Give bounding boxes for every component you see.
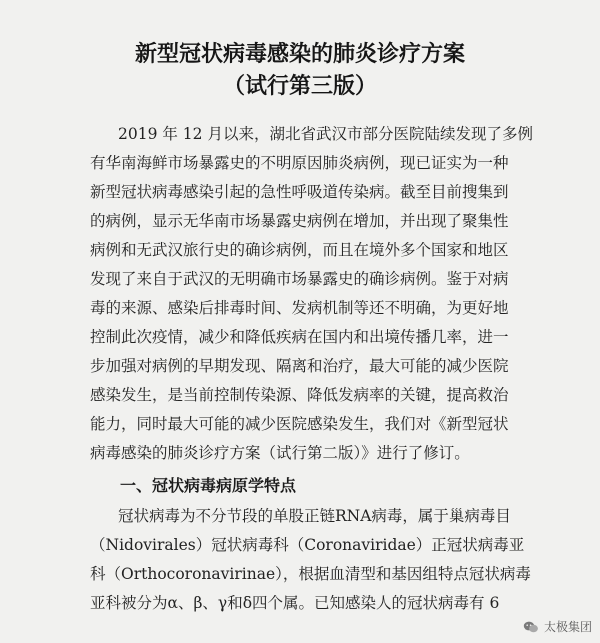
watermark-text: 太极集团 (543, 620, 592, 634)
section-heading: 一、冠状病毒病原学特点 (120, 476, 297, 495)
document-subtitle: （试行第三版） (222, 74, 377, 99)
text-line: （Nidovirales）冠状病毒科（Coronaviridae）正冠状病毒亚 (90, 536, 525, 554)
text-line: 能力，同时最大可能的减少医院感染发生，我们对《新型冠状 (90, 415, 509, 433)
text-line: 步加强对病例的早期发现、隔离和治疗，最大可能的减少医院 (90, 357, 509, 375)
text-line: 亚科被分为α、β、γ和δ四个属。已知感染人的冠状病毒有 6 (90, 594, 500, 612)
text-line: 有华南海鲜市场暴露史的不明原因肺炎病例，现已证实为一种 (90, 154, 509, 172)
text-line: 感染发生，是当前控制传染源、降低发病率的关键，提高救治 (90, 386, 509, 404)
text-line: 发现了来自于武汉的无明确市场暴露史的确诊病例。鉴于对病 (90, 270, 509, 288)
text-line: 控制此次疫情，减少和降低疾病在国内和出境传播几率，进一 (90, 328, 509, 346)
text-line: 的病例，显示无华南市场暴露史病例在增加，并出现了聚集性 (90, 212, 509, 230)
document-title: 新型冠状病毒感染的肺炎诊疗方案 (134, 42, 465, 67)
text-line: 病例和无武汉旅行史的确诊病例，而且在境外多个国家和地区 (90, 241, 509, 259)
text-line: 冠状病毒为不分节段的单股正链RNA病毒，属于巢病毒目 (118, 507, 511, 525)
text-line: 毒的来源、感染后排毒时间、发病机制等还不明确，为更好地 (90, 299, 509, 317)
watermark (523, 618, 592, 635)
text-line: 新型冠状病毒感染引起的急性呼吸道传染病。截至目前搜集到 (90, 183, 509, 201)
text-line: 科（Orthocoronavirinae），根据血清型和基因组特点冠状病毒 (90, 565, 531, 583)
wechat-icon (523, 619, 539, 635)
text-line: 2019 年 12 月以来，湖北省武汉市部分医院陆续发现了多例 (118, 125, 533, 143)
text-line: 病毒感染的肺炎诊疗方案（试行第二版）》进行了修订。 (90, 444, 470, 462)
